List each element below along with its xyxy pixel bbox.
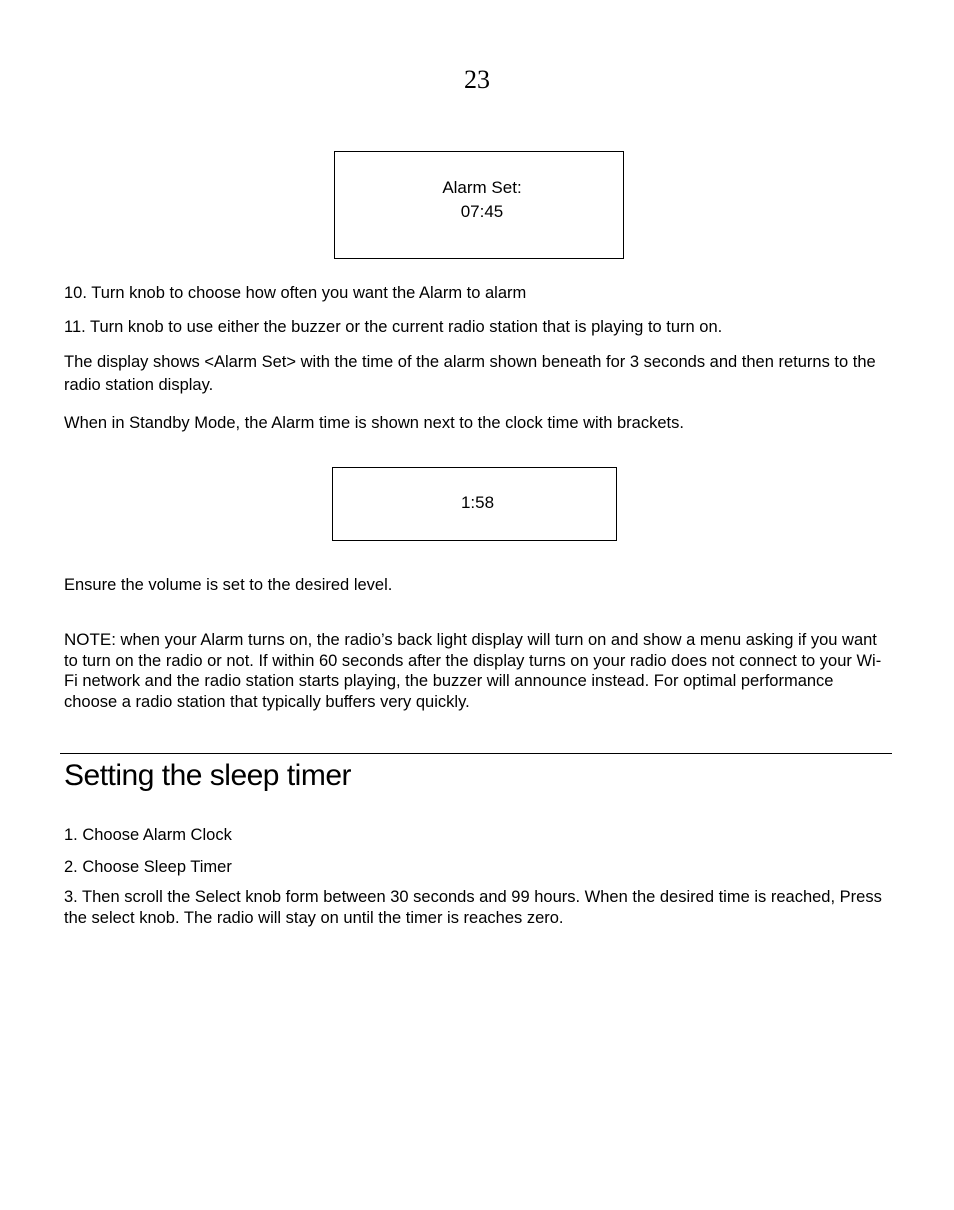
sleep-step-3: 3. Then scroll the Select knob form between 30 seconds and 99 hours. When the desired time is reached, Press the select knob. The radio will stay on until the timer is reaches zero. — [64, 888, 882, 927]
note-label: NOTE: — [64, 630, 116, 649]
display-info-paragraph: The display shows <Alarm Set> with the time of the alarm shown beneath for 3 seconds and then returns to the radio station display. — [64, 353, 876, 394]
section-heading: Setting the sleep timer — [64, 759, 351, 792]
section-divider — [60, 753, 892, 754]
alarm-set-time: 07:45 — [460, 202, 504, 221]
standby-info-paragraph: When in Standby Mode, the Alarm time is shown next to the clock time with brackets. — [64, 414, 684, 432]
alarm-set-label: Alarm Set: — [442, 178, 522, 197]
alarm-step-10: 10. Turn knob to choose how often you want the Alarm to alarm — [64, 284, 527, 302]
standby-clock-time: 1:58 — [460, 493, 495, 512]
standby-clock-display — [332, 467, 617, 541]
note-paragraph — [64, 630, 884, 712]
volume-note: Ensure the volume is set to the desired level. — [64, 576, 393, 594]
alarm-set-display — [334, 151, 624, 259]
note-text: when your Alarm turns on, the radio’s back light display will turn on and show a menu asking if you want to turn on the radio or not. If within 60 seconds after the display turns on your radio does not connect to your Wi-Fi network and the radio station starts playing, the buzzer will announce instead. For optimal performance choose a radio station that typically buffers very quickly. — [64, 631, 882, 711]
sleep-step-2: 2. Choose Sleep Timer — [64, 858, 232, 876]
sleep-step-1: 1. Choose Alarm Clock — [64, 826, 232, 844]
page-number: 23 — [464, 65, 490, 94]
alarm-step-11: 11. Turn knob to use either the buzzer or the current radio station that is playing to turn on. — [64, 318, 723, 336]
